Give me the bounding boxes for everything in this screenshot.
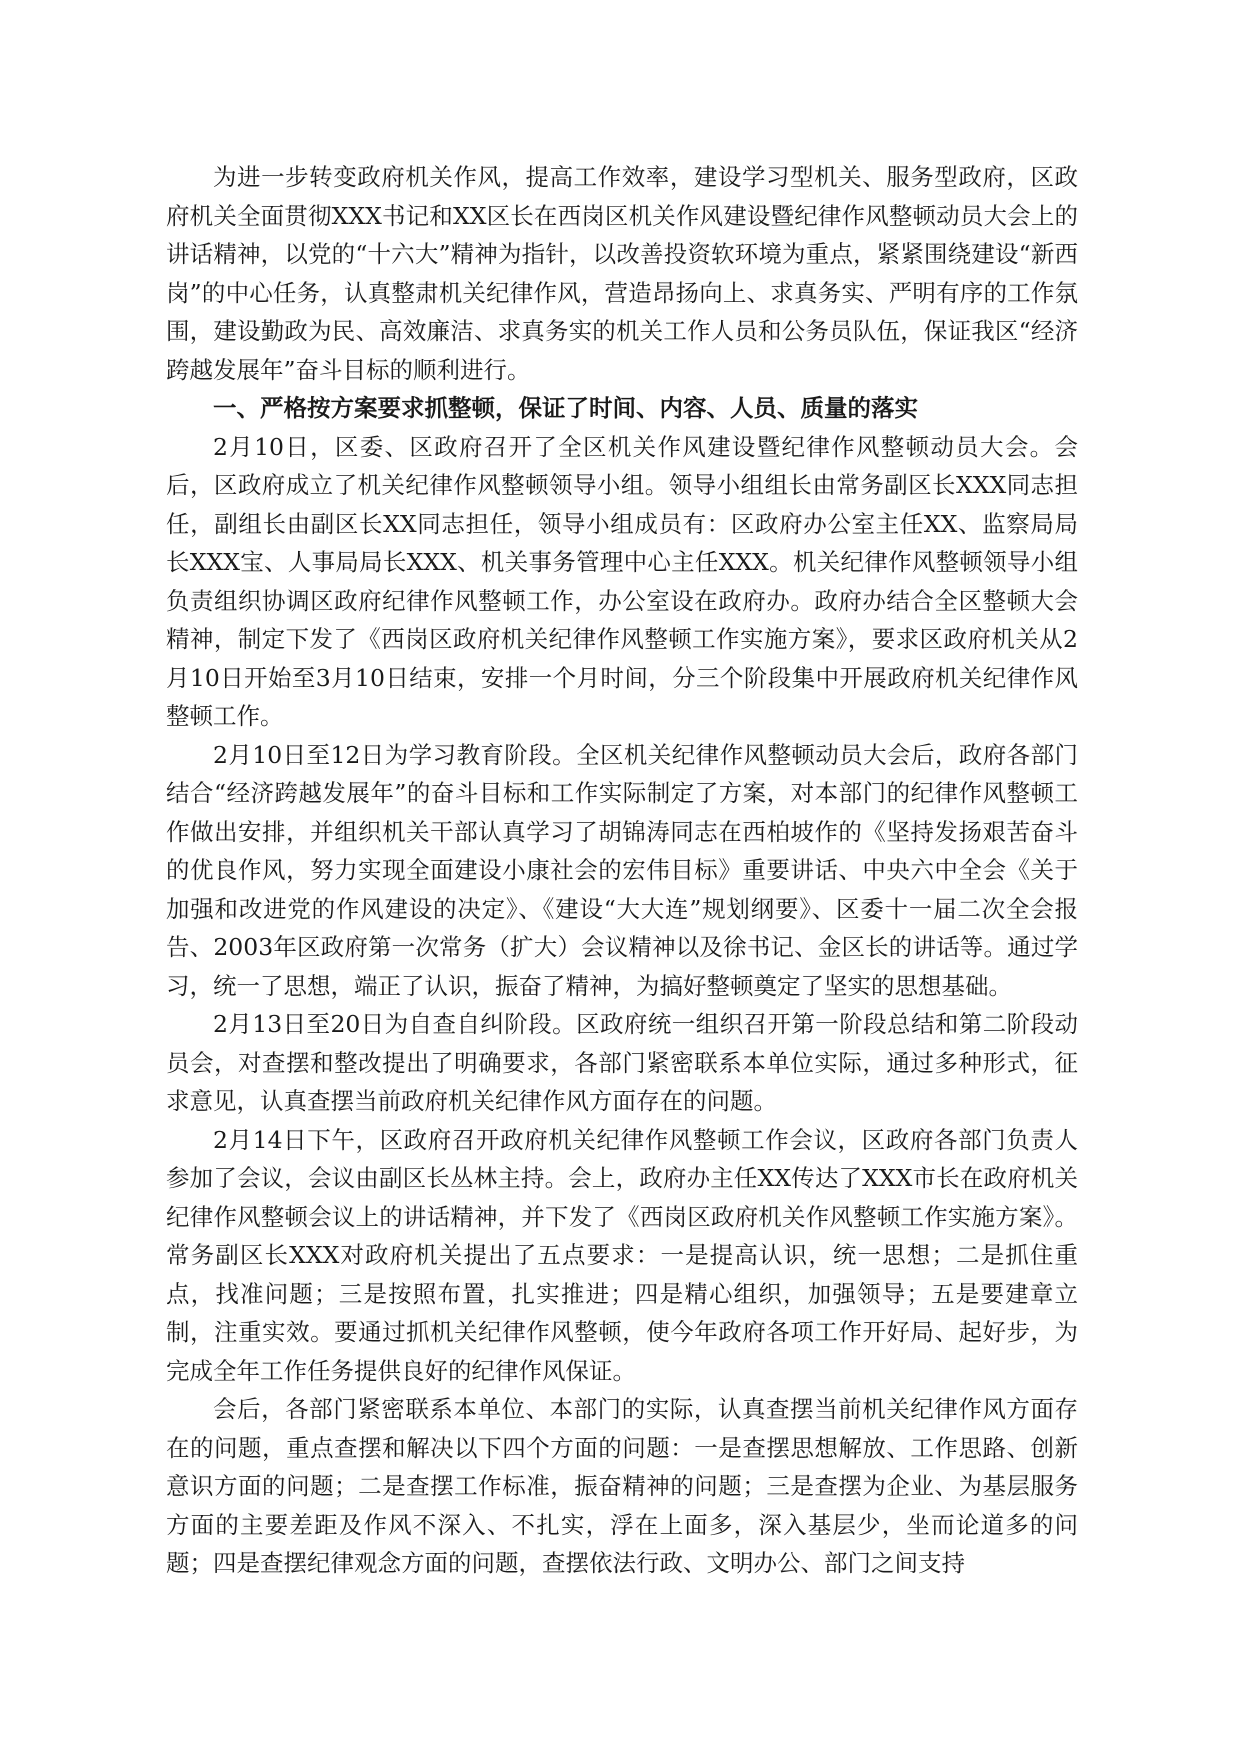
body-paragraph: 会后，各部门紧密联系本单位、本部门的实际，认真查摆当前机关纪律作风方面存在的问题，重点查摆和解决以下四个方面的问题：一是查摆思想解放、工作思路、创新意识方面的问题；二是查摆工作标准，振奋精神的问题；三是查摆为企业、为基层服务方面的主要差距及作风不深入、不扎实，浮在上面多，深入基层少，坐而论道多的问题；四是查摆纪律观念方面的问题，查摆依法行政、文明办公、部门之间支持 <box>166 1395 1078 1577</box>
section-heading-1: 一、严格按方案要求抓整顿，保证了时间、内容、人员、质量的落实 <box>213 394 918 422</box>
body-paragraph: 2月14日下午，区政府召开政府机关纪律作风整顿工作会议，区政府各部门负责人参加了会议，会议由副区长丛林主持。会上，政府办主任XX传达了XXX市长在政府机关纪律作风整顿会议上的讲话精神，并下发了《西岗区政府机关作风整顿工作实施方案》。常务副区长XXX对政府机关提出了五点要求：一是提高认识，统一思想；二是抓住重点，找准问题；三是按照布置，扎实推进；四是精心组织，加强领导；五是要建章立制，注重实效。要通过抓机关纪律作风整顿，使今年政府各项工作开好局、起好步，为完成全年工作任务提供良好的纪律作风保证。 <box>166 1125 1078 1385</box>
body-paragraph: 2月10日，区委、区政府召开了全区机关作风建设暨纪律作风整顿动员大会。会后，区政府成立了机关纪律作风整顿领导小组。领导小组组长由常务副区长XXX同志担任，副组长由副区长XX同志担任，领导小组成员有：区政府办公室主任XX、监察局局长XXX宝、人事局局长XXX、机关事务管理中心主任XXX。机关纪律作风整顿领导小组负责组织协调区政府纪律作风整顿工作，办公室设在政府办。政府办结合全区整顿大会精神，制定下发了《西岗区政府机关纪律作风整顿工作实施方案》，要求区政府机关从2月10日开始至3月10日结束，安排一个月时间，分三个阶段集中开展政府机关纪律作风整顿工作。 <box>166 432 1078 730</box>
intro-paragraph: 为进一步转变政府机关作风，提高工作效率，建设学习型机关、服务型政府，区政府机关全面贯彻XXX书记和XX区长在西岗区机关作风建设暨纪律作风整顿动员大会上的讲话精神，以党的“十六大”精神为指针，以改善投资软环境为重点，紧紧围绕建设“新西岗”的中心任务，认真整肃机关纪律作风，营造昂扬向上、求真务实、严明有序的工作氛围，建设勤政为民、高效廉洁、求真务实的机关工作人员和公务员队伍，保证我区“经济跨越发展年”奋斗目标的顺利进行。 <box>166 163 1078 384</box>
document-body <box>166 158 1078 1583</box>
body-paragraph: 2月10日至12日为学习教育阶段。全区机关纪律作风整顿动员大会后，政府各部门结合“经济跨越发展年”的奋斗目标和工作实际制定了方案，对本部门的纪律作风整顿工作做出安排，并组织机关干部认真学习了胡锦涛同志在西柏坡作的《坚持发扬艰苦奋斗的优良作风，努力实现全面建设小康社会的宏伟目标》重要讲话、中央六中全会《关于加强和改进党的作风建设的决定》、《建设“大大连”规划纲要》、区委十一届二次全会报告、2003年区政府第一次常务（扩大）会议精神以及徐书记、金区长的讲话等。通过学习，统一了思想，端正了认识，振奋了精神，为搞好整顿奠定了坚实的思想基础。 <box>166 740 1078 1000</box>
body-paragraph: 2月13日至20日为自查自纠阶段。区政府统一组织召开第一阶段总结和第二阶段动员会，对查摆和整改提出了明确要求，各部门紧密联系本单位实际，通过多种形式，征求意见，认真查摆当前政府机关纪律作风方面存在的问题。 <box>166 1010 1078 1115</box>
